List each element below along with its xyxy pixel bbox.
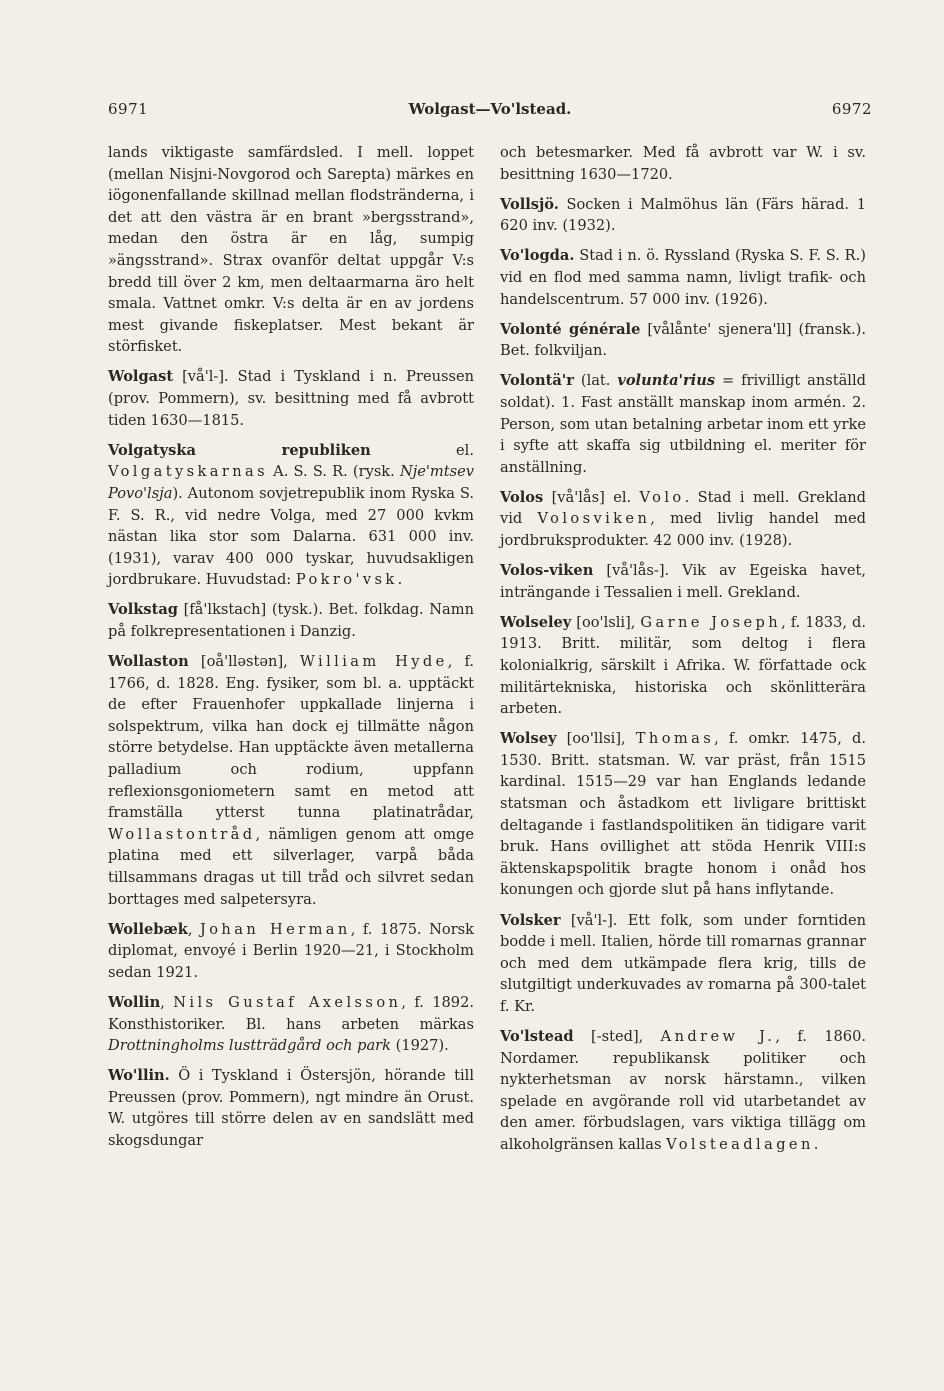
headword: Vo'lstead — [500, 1027, 574, 1045]
entry-wolsey: Wolsey [oo'llsi], Thomas, f. omkr. 1475, d. 1530. Britt. statsman. W. var präst, från 1515 kardinal. 1515—29 var han Englands ledande statsman och åstadkom ett livligare brittiskt deltagande i fastlandspolitiken än tidigare varit bruk. Hans ovillighet att stöda Henrik VIII:s äktenskapspolitik bragte honom i onåd hos konungen och gjorde slut på hans inflytande. — [500, 730, 866, 899]
headword: Volos-viken — [500, 562, 594, 580]
entry-wollin-island: Wo'llin. Ö i Tyskland i Östersjön, hörande till Preussen (prov. Pommern), ngt mindre än Orust. W. utgöres till större delen av en sandslätt med skogsdungar — [108, 1067, 474, 1150]
headword: Wollin — [108, 993, 161, 1011]
left-page-number: 6971 — [108, 100, 149, 118]
headword: Volsker — [500, 911, 561, 929]
headword: Volontä'r — [500, 372, 574, 390]
entry-vologda: Vo'logda. Stad i n. ö. Ryssland (Ryska S. F. S. R.) vid en flod med samma namn, livligt trafik- och handelscentrum. 57 000 inv. (1926). — [500, 247, 866, 308]
headword: Volkstag — [108, 601, 178, 619]
headword: Wolsey — [500, 730, 557, 748]
headword: Volos — [500, 488, 544, 506]
right-page-number: 6972 — [831, 100, 872, 118]
running-title: Wolgast—Vo'lstead. — [408, 100, 572, 118]
entry-continuation: lands viktigaste samfärdsled. I mell. loppet (mellan Nisjni-Novgorod och Sarepta) märkes en iögonenfallande skillnad mellan flodstränderna, i det att den västra är en brant »bergsstrand», medan den östra är en låg, sumpig »ängsstrand». Strax ovanför deltat uppgår V:s bredd till över 2 km, men deltaarmarna äro helt smala. Vattnet omkr. V:s delta är en av jordens mest givande fiskeplatser. Mest bekant är störfisket. — [108, 144, 474, 356]
entry-continuation: och betesmarker. Med få avbrott var W. i sv. besittning 1630—1720. — [500, 144, 866, 183]
headword: Wolseley — [500, 613, 572, 631]
entry-vollsjo: Vollsjö. Socken i Malmöhus län (Färs härad. 1 620 inv. (1932). — [500, 195, 866, 235]
entry-wollebaek: Wollebæk, Johan Herman, f. 1875. Norsk diplomat, envoyé i Berlin 1920—21, i Stockholm sedan 1921. — [108, 920, 474, 981]
entry-wollaston: Wollaston [oå'lləstən], William Hyde, f. 1766, d. 1828. Eng. fysiker, som bl. a. upptäckt de efter Frauenhofer uppkallade linjerna i solspektrum, vilka han dock ej tillmätte någon större betydelse. Han upptäckte även metallerna palladium och rodium, uppfann reflexionsgoniometern samt en metod att framställa ytterst tunna platinatrådar, Wollastontråd, nämligen genom att omge platina med ett silverlager, varpå båda tillsammans dragas ut till tråd och silvret sedan borttages med salpetersyra. — [108, 653, 474, 908]
entry-volkstag: Volkstag [få'lkstach] (tysk.). Bet. folkdag. Namn på folkrepresentationen i Danzig. — [108, 601, 474, 640]
entry-wollin-nils: Wollin, Nils Gustaf Axelsson, f. 1892. Konsthistoriker. Bl. hans arbeten märkas Drottningholms lustträdgård och park (1927). — [108, 993, 475, 1055]
headword: Volonté générale — [500, 320, 641, 338]
entry-volos: Volos [vå'lås] el. Volo. Stad i mell. Grekland vid Volosviken, med livlig handel med jordbruksprodukter. 42 000 inv. (1928). — [500, 488, 866, 549]
entry-volgatyska-republiken: Volgatyska republiken el. Volgatyskarnas A. S. S. R. (rysk. Nje'mtsev Povo'lsja). Autonom sovjetrepublik inom Ryska S. F. S. R., vid nedre Volga, med 27 000 kvkm nästan lika stor som Dalarna. 631 000 inv. (1931), varav 400 000 tyskar, huvudsakligen jordbrukare. Huvudstad: Pokro'vsk. — [108, 441, 474, 589]
entry-wolgast: Wolgast [vå'l-]. Stad i Tyskland i n. Preussen (prov. Pommern), sv. besittning med få avbrott tiden 1630—1815. — [108, 368, 474, 429]
entry-volontar: Volontä'r (lat. volunta'rius = frivilligt anställd soldat). 1. Fast anställt manskap inom armén. 2. Person, som utan betalning arbetar inom ett yrke i syfte att skaffa sig utbildning el. meriter för anställning. — [500, 372, 867, 476]
entry-volstead: Vo'lstead [-sted], Andrew J., f. 1860. Nordamer. republikansk politiker och nykterhetsman av norsk härstamn., vilken spelade en avgörande roll vid utarbetandet av den amer. förbudslagen, vars viktiga tillägg om alkoholgränsen kallas Volsteadlagen. — [500, 1027, 866, 1153]
entry-volos-viken: Volos-viken [vå'lås-]. Vik av Egeiska havet, inträngande i Tessalien i mell. Grekland. — [500, 562, 866, 601]
headword: Wollaston — [108, 653, 189, 671]
entry-volsker: Volsker [vå'l-]. Ett folk, som under forntiden bodde i mell. Italien, hörde till romarnas grannar och med dem utkämpade flera krig, tills de slutgiltigt underkuvades av romarna på 300-talet f. Kr. — [500, 911, 866, 1015]
headword: Vo'logda. — [500, 247, 575, 265]
headword: Wo'llin. — [108, 1067, 170, 1085]
entry-wolseley: Wolseley [oo'lsli], Garne Joseph, f. 1833, d. 1913. Britt. militär, som deltog i flera kolonialkrig, särskilt i Afrika. W. författade ock militärtekniska, historiska och skönlitterära arbeten. — [500, 613, 866, 718]
right-column — [500, 142, 866, 1164]
headword: Wollebæk — [108, 920, 188, 938]
entry-volonte-generale: Volonté générale [vålånte' sjenera'll] (fransk.). Bet. folkviljan. — [500, 320, 866, 360]
left-column — [108, 142, 474, 1160]
page-header — [108, 100, 872, 124]
headword: Wolgast — [108, 368, 174, 386]
headword: Vollsjö. — [500, 195, 559, 213]
headword: Volgatyska republiken — [108, 441, 371, 459]
